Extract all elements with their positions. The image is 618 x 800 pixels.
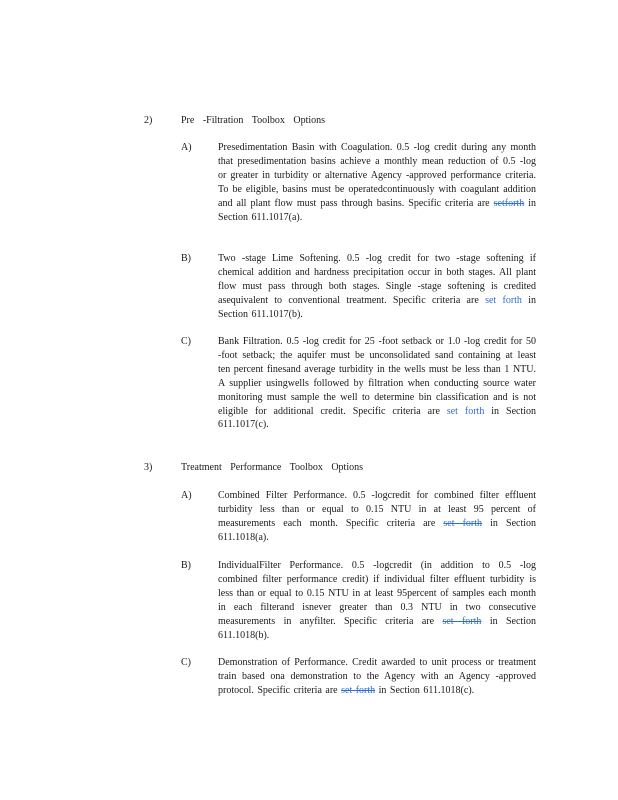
item-paragraph (218, 489, 536, 545)
paragraph-citation: in Section 611.1017(c). (218, 405, 536, 431)
section-title: Pre -Filtration Toolbox Options (181, 115, 326, 126)
item-letter: B) (181, 253, 191, 264)
inserted-text: set forth (485, 294, 522, 306)
deleted-text: set forth (442, 615, 482, 627)
paragraph-citation: in Section 611.1018(c). (375, 684, 475, 696)
item-letter: B) (181, 560, 191, 571)
item-paragraph (218, 559, 536, 642)
item-letter: C) (181, 657, 191, 668)
deleted-text: set forth (443, 517, 483, 529)
item-letter: A) (181, 490, 192, 501)
paragraph-text: Two -stage Lime Softening. 0.5 -log credit for two -stage softening if chemical addition and hardness precipitation occur in both stages. All plant flow must pass through both stages. Single -stage softening is credited asequivalent to conventional treatment. Specific criteria are (218, 253, 536, 306)
section-number: 3) (144, 462, 153, 473)
section-title: Treatment Performance Toolbox Options (181, 462, 363, 473)
paragraph-text: Bank Filtration. 0.5 -log credit for 25 -foot setback or 1.0 -log credit for 50 -foot setback; the aquifer must be unconsolidated sand containing at least ten percent finesand average turbidity in the wells must be less than 1 NTU. A supplier usingwells followed by filtration when conducting source water monitoring must sample the well to determine bin classification and is not eligible for additional credit. Specific criteria are (218, 336, 536, 417)
deleted-text: setforth (493, 197, 525, 209)
paragraph-citation: in Section 611.1018(a). (218, 517, 537, 543)
item-letter: A) (181, 142, 192, 153)
paragraph-text: Demonstration of Performance. Credit awarded to unit process or treatment train based ona demonstration to the Agency with an Agency -approved protocol. Specific criteria are (218, 657, 536, 696)
item-paragraph (218, 141, 536, 224)
paragraph-citation: in Section 611.1017(b). (218, 294, 537, 320)
paragraph-text: Combined Filter Performance. 0.5 -logcredit for combined filter effluent turbidity less than or equal to 0.15 NTU in at least 95 percent of measurements each month. Specific criteria are (218, 490, 536, 529)
item-letter: C) (181, 336, 191, 347)
paragraph-citation: in Section 611.1017(a). (218, 197, 536, 223)
paragraph-text: IndividualFilter Performance. 0.5 -logcredit (in addition to 0.5 -log combined filter performance credit) if individual filter effluent turbidity is less than or equal to 0.15 NTU in at least 95percent of samples each month in each filterand isnever greater than 0.3 NTU in two consecutive measurements in anyfilter. Specific criteria are (218, 560, 536, 627)
deleted-text: set forth (341, 684, 376, 696)
inserted-text: set forth (446, 405, 485, 417)
paragraph-citation: in Section 611.1018(b). (218, 615, 536, 641)
item-paragraph (218, 656, 536, 698)
item-paragraph (218, 252, 536, 322)
section-number: 2) (144, 115, 153, 126)
item-paragraph (218, 335, 536, 432)
paragraph-text: Presedimentation Basin with Coagulation. 0.5 -log credit during any month that presedimentation basins achieve a monthly mean reduction of 0.5 -log or greater in turbidity or alternative Agency -approved performance criteria. To be eligible, basins must be operatedcontinuously with coagulant addition and all plant flow must pass through basins. Specific criteria are (218, 142, 536, 209)
